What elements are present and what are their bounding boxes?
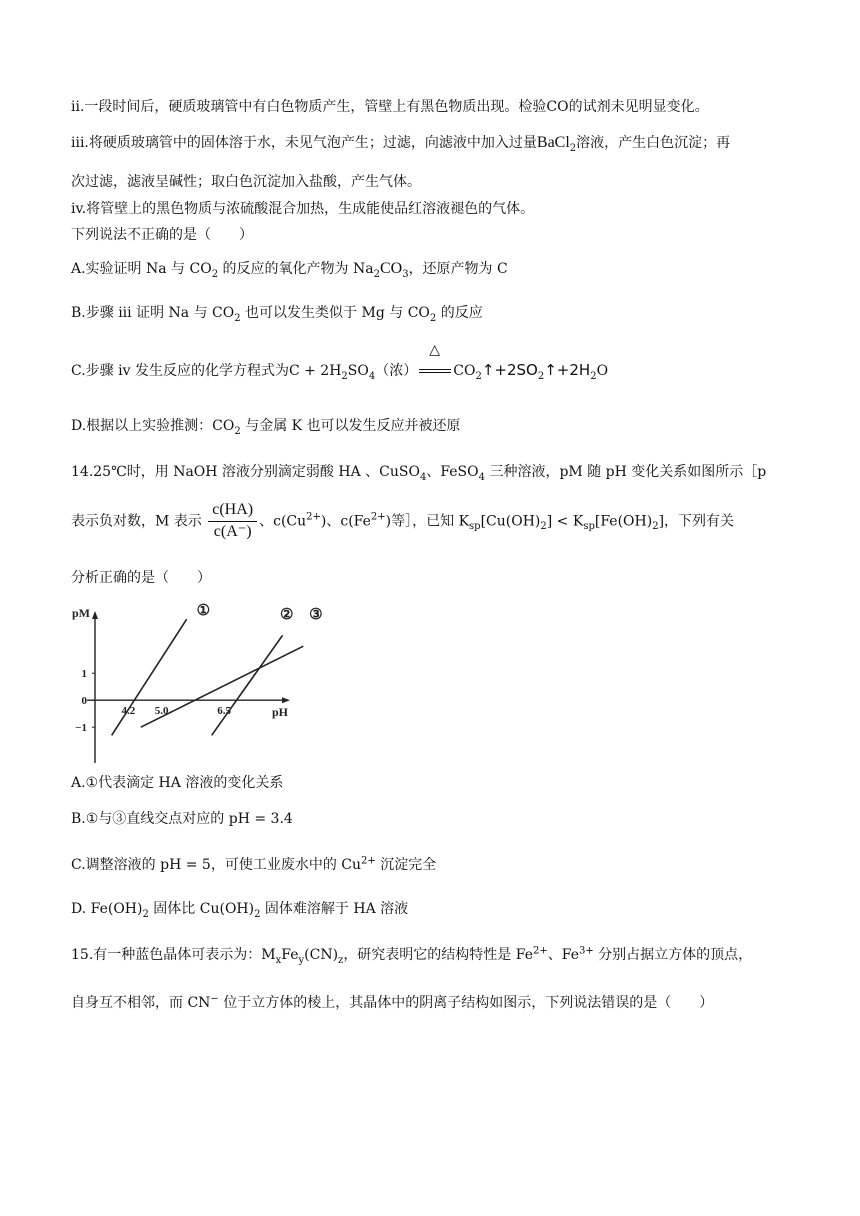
question-14-line3: 分析正确的是（ ） [71, 570, 211, 586]
heat-equals-sign: △ [417, 364, 453, 378]
q13-option-d: D.根据以上实验推测：$CO_2$ 与金属 K 也可以发生反应并被还原 [71, 418, 461, 437]
series-label-1: ① [196, 603, 211, 620]
step-ii: ii.一段时间后，硬质玻璃管中有白色物质产生，管壁上有黑色物质出现。检验CO的试剂未见明显变化。 [71, 99, 709, 115]
y-tick-label-2: −1 [75, 722, 87, 735]
question-14-line2: 表示负对数，M 表示 $\frac{c(HA)}{c(A^-)}$ 、$c(Cu^{2+})$、$c(Fe^{2+})$等］，已知 $K_{sp}[Cu(OH)_2] < K_{sp}[Fe(OH)_2]$，下列有关 [71, 500, 734, 543]
q13-option-c: C.步骤 iv 发生反应的化学方程式为$C + 2H_2SO_4$（浓） △ $CO_2↑+2SO_2↑+2H_2O$ [71, 342, 609, 382]
x-tick-label-2: 6.5 [217, 705, 232, 718]
question-15-line1: 15.有一种蓝色晶体可表示为：$M_xFe_y(CN)_z$，研究表明它的结构特性是 $Fe^{2+}$、$Fe^{3+}$ 分别占据立方体的顶点， [71, 945, 753, 966]
step-iii-line1: iii.将硬质玻璃管中的固体溶于水，未见气泡产生；过滤，向滤液中加入过量BaCl$_2$溶液，产生白色沉淀；再 [71, 134, 731, 154]
q13-option-a: A.实验证明 Na 与 $CO_2$ 的反应的氧化产物为 $Na_2CO_3$，还原产物为 C [71, 260, 508, 280]
q14-option-a: A.①代表滴定 HA 溶液的变化关系 [71, 775, 284, 791]
q13-option-b: B.步骤 iii 证明 Na 与 $CO_2$ 也可以发生类似于 Mg 与 $CO_2$ 的反应 [71, 305, 483, 324]
x-axis-arrow [282, 697, 290, 703]
series-line-2 [212, 635, 283, 735]
ha-ratio-fraction: $\frac{c(HA)}{c(A^-)}$ [208, 500, 257, 543]
pm-ph-chart [70, 603, 323, 765]
y-tick-label-0: 1 [81, 668, 87, 681]
series-line-1 [112, 619, 187, 735]
chart-svg [70, 603, 323, 765]
x-tick-label-1: 5.0 [154, 705, 169, 718]
question-13-stem: 下列说法不正确的是（ ） [71, 227, 253, 243]
q14-option-b: B.①与③直线交点对应的 pH = 3.4 [71, 811, 293, 827]
q14-option-c: C.调整溶液的 pH = 5，可使工业废水中的 $Cu^{2+}$ 沉淀完全 [71, 855, 437, 873]
x-tick-label-0: 4.2 [121, 705, 136, 718]
step-iii-line2: 次过滤，滤液呈碱性；取白色沉淀加入盐酸，产生气体。 [71, 174, 421, 190]
question-15-line2: 自身互不相邻，而 CN− 位于立方体的棱上，其晶体中的阴离子结构如图示，下列说法错误的是（ ） [71, 993, 714, 1011]
y-axis-label: pM [72, 606, 90, 620]
x-axis-label: pH [271, 705, 289, 720]
step-iv: iv.将管壁上的黑色物质与浓硫酸混合加热，生成能使品红溶液褪色的气体。 [71, 201, 535, 217]
question-14-line1: 14.25℃时，用 NaOH 溶液分别滴定弱酸 HA 、CuSO$_4$、FeSO$_4$ 三种溶液，pM 随 pH 变化关系如图所示［p [71, 464, 767, 483]
series-label-3: ③ [309, 607, 323, 624]
y-axis-arrow [92, 611, 98, 619]
q14-option-d: D. $Fe(OH)_2$ 固体比 $Cu(OH)_2$ 固体难溶解于 HA 溶液 [71, 901, 409, 920]
y-tick-label-1: 0 [81, 695, 87, 708]
series-label-2: ② [279, 607, 294, 624]
